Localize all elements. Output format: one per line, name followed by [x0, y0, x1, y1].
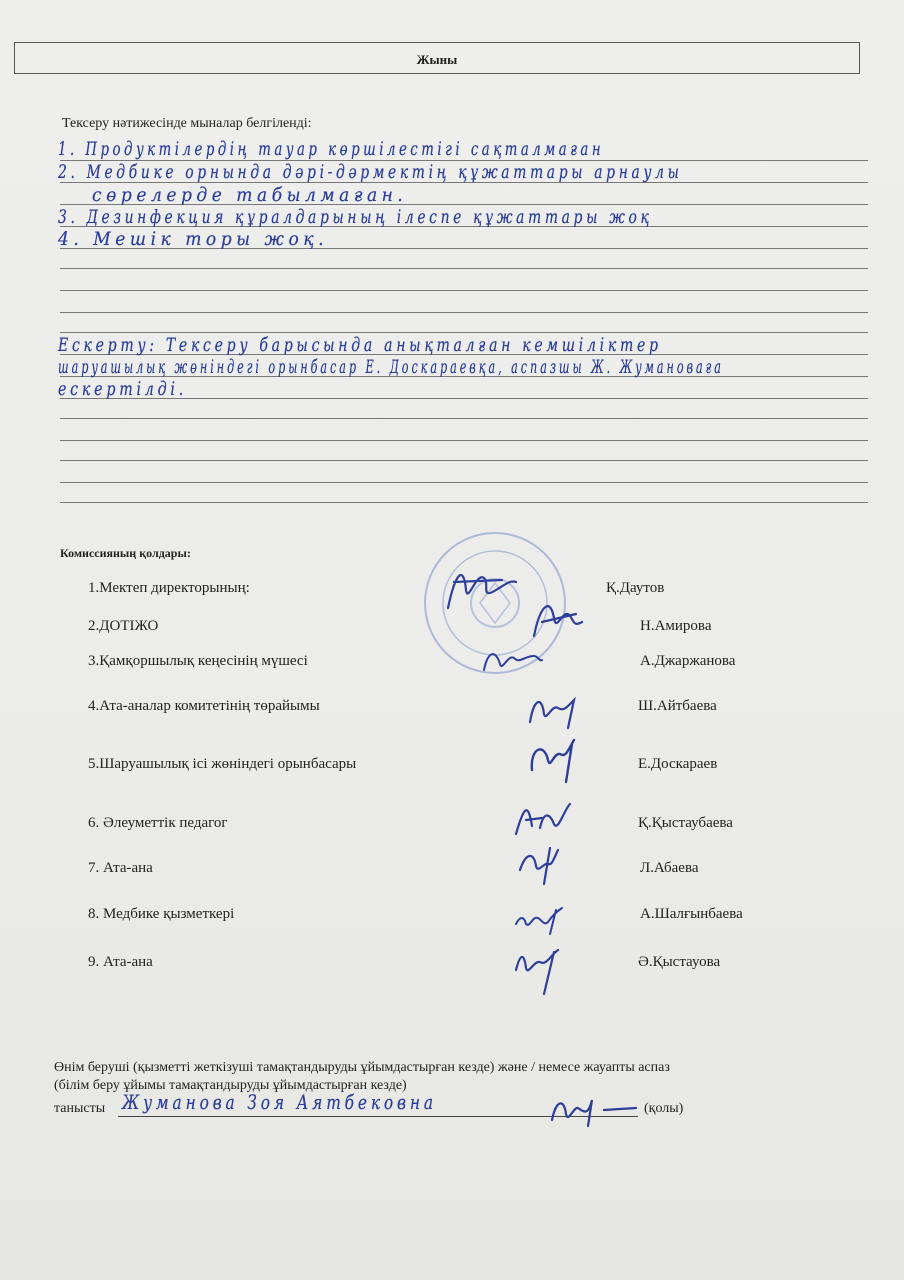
member-role: 2.ДОТІЖО: [88, 618, 159, 634]
handwritten-finding: 2. Медбике орнында дәрі-дәрмектің құжаттары арнаулы: [58, 161, 683, 183]
ruled-line: [60, 440, 868, 441]
signature-kystauova: [510, 940, 566, 998]
member-name: Ә.Қыстауова: [638, 954, 721, 970]
ruled-line: [60, 502, 868, 503]
handwritten-finding: 4. Мешік торы жоқ.: [58, 228, 329, 250]
handwritten-finding: сөрелерде табылмаған.: [92, 184, 408, 206]
signature-director: [440, 560, 520, 616]
handwritten-note: ескертілді.: [58, 378, 187, 400]
member-name: А.Шалғынбаева: [640, 906, 743, 922]
supplier-text: (білім беру ұйымы тамақтандыруды ұйымдастырған кезде): [54, 1078, 407, 1093]
member-role: 9. Ата-ана: [88, 954, 153, 970]
signature-label: (қолы): [644, 1101, 684, 1116]
member-role: 3.Қамқоршылық кеңесінің мүшесі: [88, 653, 308, 669]
member-name: А.Джаржанова: [640, 653, 736, 669]
commission-heading: Комиссияның қолдары:: [60, 546, 191, 560]
handwritten-finding: 1. Продуктілердің тауар көршілестігі сақталмаған: [58, 138, 605, 160]
signature-kystaubaeva: [510, 796, 574, 840]
signature-dzharzhanova: [478, 642, 546, 678]
member-role: 1.Мектеп директорының:: [88, 580, 250, 596]
ruled-line: [60, 460, 868, 461]
ruled-line: [60, 482, 868, 483]
familiar-name: Жуманова Зоя Аятбековна: [122, 1090, 437, 1114]
signature-doskaraev: [522, 730, 584, 786]
findings-intro: Тексеру нәтижесінде мыналар белгіленді:: [62, 116, 312, 131]
signature-amirova: [528, 592, 588, 642]
signature-abaeva: [514, 842, 564, 888]
familiar-label: танысты: [54, 1101, 106, 1116]
ruled-line: [60, 312, 868, 313]
member-name: Қ.Қыстаубаева: [638, 815, 733, 831]
signature-shalgynbaeva: [510, 898, 566, 938]
handwritten-finding: 3. Дезинфекция құралдарының ілеспе құжаттары жоқ: [58, 206, 653, 228]
handwritten-note: Ескерту: Тексеру барысында анықталған кемшіліктер: [58, 334, 662, 356]
handwritten-note: шаруашылық жөніндегі орынбасар Е. Доскараевқа, аспазшы Ж. Жумановаға: [58, 356, 724, 378]
member-role: 5.Шаруашылық ісі жөніндегі орынбасары: [88, 756, 357, 772]
member-name: Л.Абаева: [640, 860, 699, 876]
member-role: 8. Медбике қызметкері: [88, 906, 235, 922]
signature-cook: [548, 1090, 638, 1130]
member-name: Н.Амирова: [640, 618, 712, 634]
ruled-line: [60, 332, 868, 333]
member-role: 4.Ата-аналар комитетінің төрайымы: [88, 698, 320, 714]
section-title: Жыны: [14, 42, 860, 74]
member-name: Ш.Айтбаева: [638, 698, 717, 714]
ruled-line: [60, 290, 868, 291]
ruled-line: [60, 418, 868, 419]
supplier-text: Өнім беруші (қызметті жеткізуші тамақтандыруды ұйымдастырған кезде) және / немесе жауапты аспаз: [54, 1060, 670, 1075]
ruled-line: [60, 268, 868, 269]
member-role: 7. Ата-ана: [88, 860, 153, 876]
signature-aitbaeva: [524, 688, 586, 732]
member-name: Е.Доскараев: [638, 756, 718, 772]
member-name: Қ.Даутов: [606, 580, 665, 596]
member-role: 6. Әлеуметтік педагог: [88, 815, 228, 831]
